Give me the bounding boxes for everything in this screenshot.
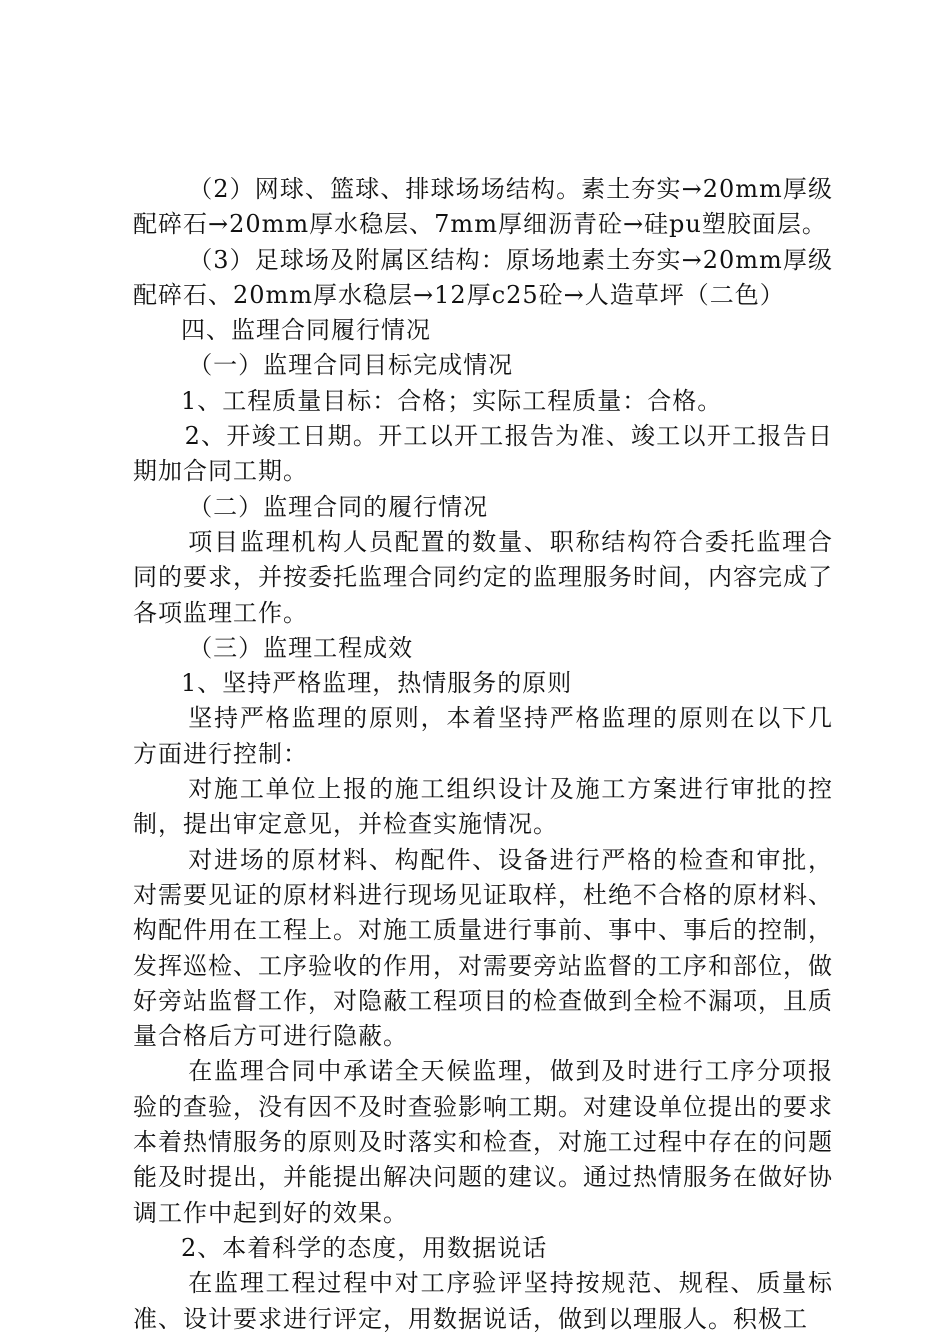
paragraph-design-approval: 对施工单位上报的施工组织设计及施工方案进行审批的控制，提出审定意见，并检查实施情况。	[133, 775, 833, 839]
section-heading-contract-performance: 四、监理合同履行情况	[181, 316, 431, 345]
paragraph-tennis-court-structure: （2）网球、篮球、排球场场结构。素土夯实→20mm厚级配碎石→20mm厚水稳层、7mm厚细沥青砼→硅pu塑胶面层。	[133, 175, 833, 239]
paragraph-quality-goal: 1、工程质量目标：合格；实际工程质量：合格。	[181, 386, 723, 415]
paragraph-full-time-supervision: 在监理合同中承诺全天候监理，做到及时进行工序分项报验的查验，没有因不及时查验影响工期。对建设单位提出的要求本着热情服务的原则及时落实和检查，对施工过程中存在的问题能及时提出，并能提出解决问题的建议。通过热情服务在做好协调工作中起到好的效果。	[133, 1057, 833, 1227]
paragraph-material-inspection: 对进场的原材料、构配件、设备进行严格的检查和审批，对需要见证的原材料进行现场见证取样，杜绝不合格的原材料、构配件用在工程上。对施工质量进行事前、事中、事后的控制，发挥巡检、工序验收的作用，对需要旁站监督的工序和部位，做好旁站监督工作，对隐蔽工程项目的检查做到全检不漏项，且质量合格后方可进行隐蔽。	[133, 845, 833, 1051]
subheading-scientific-attitude: 2、本着科学的态度，用数据说话	[181, 1233, 548, 1262]
paragraph-football-field-structure: （3）足球场及附属区结构：原场地素土夯实→20mm厚级配碎石、20mm厚水稳层→12厚c25砼→人造草坪（二色）	[133, 245, 833, 309]
subheading-contract-fulfillment: （二）监理合同的履行情况	[188, 492, 489, 521]
subheading-results: （三）监理工程成效	[188, 633, 414, 662]
paragraph-strict-principle: 坚持严格监理的原则，本着坚持严格监理的原则在以下几方面进行控制：	[133, 704, 833, 768]
paragraph-schedule: 2、开竣工日期。开工以开工报告为准、竣工以开工报告日期加合同工期。	[133, 422, 833, 486]
subheading-contract-goals: （一）监理合同目标完成情况	[188, 351, 514, 380]
paragraph-staffing: 项目监理机构人员配置的数量、职称结构符合委托监理合同的要求，并按委托监理合同约定的监理服务时间，内容完成了各项监理工作。	[133, 527, 833, 627]
subheading-strict-supervision: 1、坚持严格监理，热情服务的原则	[181, 669, 573, 698]
paragraph-evaluation-standards: 在监理工程过程中对工序验评坚持按规范、规程、质量标准、设计要求进行评定，用数据说话，做到以理服人。积极工	[133, 1269, 833, 1333]
document-body	[133, 172, 833, 1337]
